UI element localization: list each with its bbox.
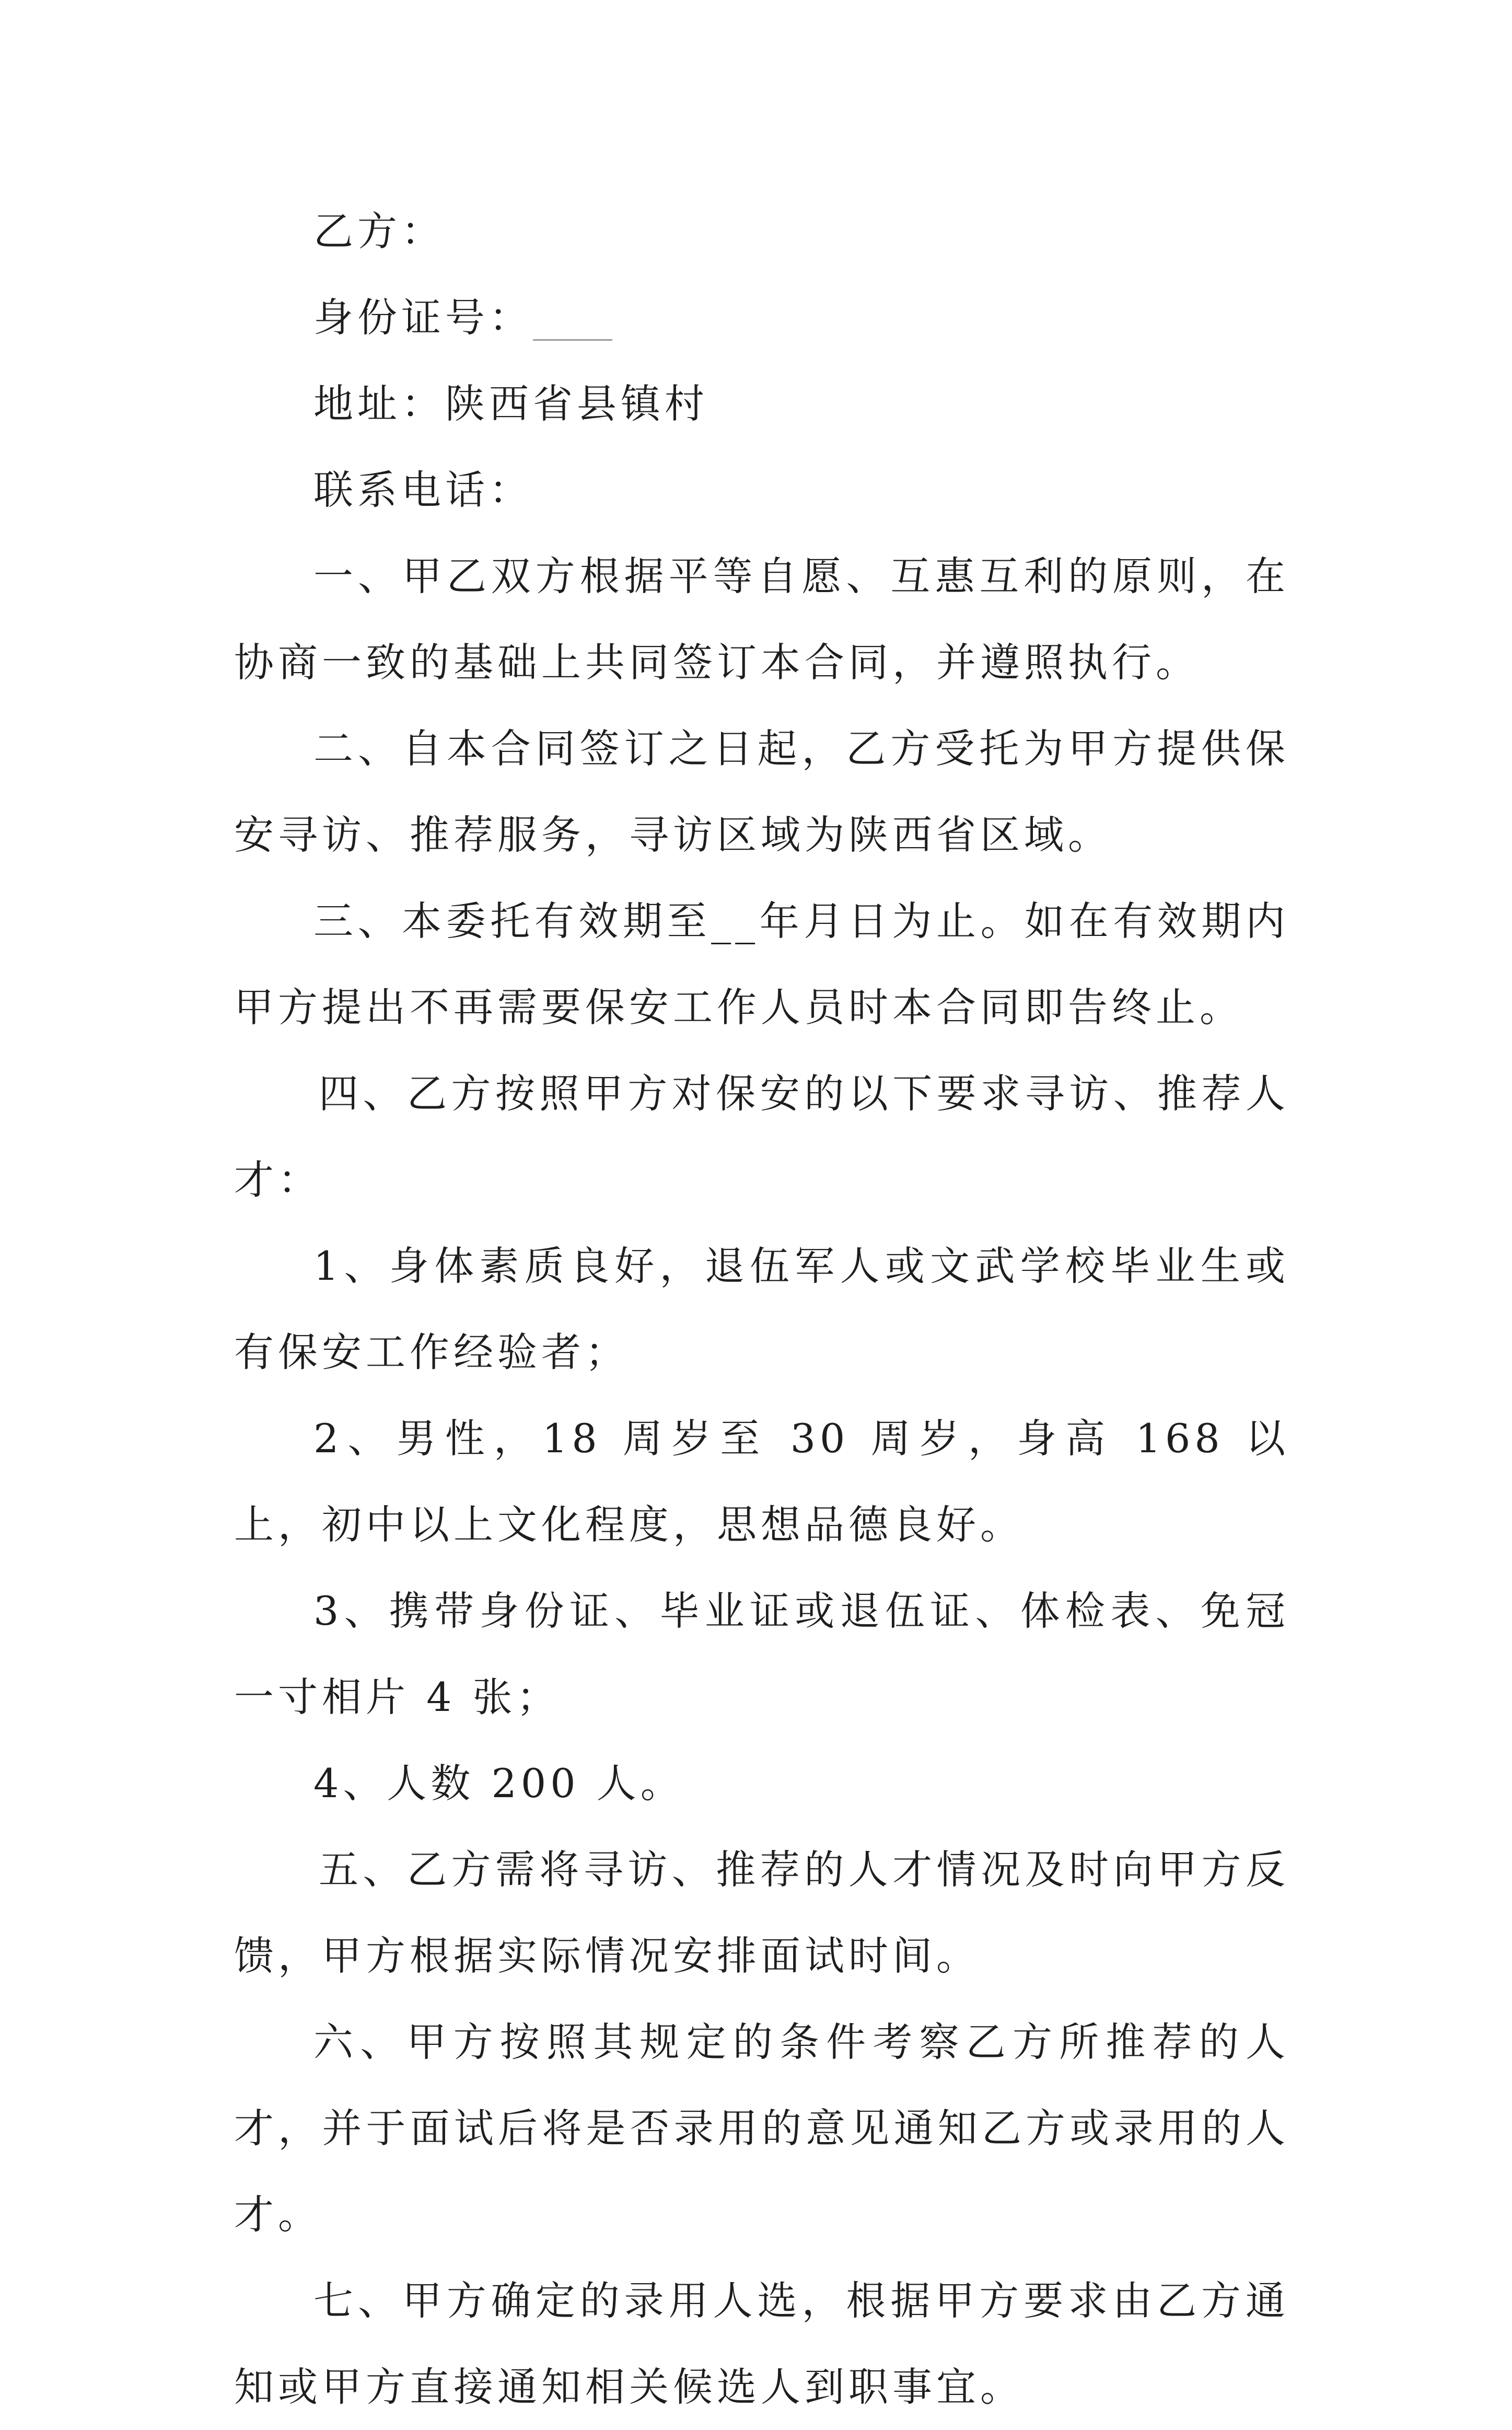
requirement-3: 3、携带身份证、毕业证或退伍证、体检表、免冠一寸相片 4 张； <box>234 1588 1289 1720</box>
requirement-2: 2、男性，18 周岁至 30 周岁，身高 168 以上，初中以上文化程度，思想品德良好。 <box>234 1415 1289 1548</box>
id-number-blank: ____ <box>533 294 612 341</box>
clause-7: 七、甲方确定的录用人选，根据甲方要求由乙方通知或甲方直接通知相关候选人到职事宜。 <box>234 2277 1289 2410</box>
clause-5: 五、乙方需将寻访、推荐的人才情况及时向甲方反馈，甲方根据实际情况安排面试时间。 <box>234 1846 1289 1979</box>
requirement-1: 1、身体素质良好，退伍军人或文武学校毕业生或有保安工作经验者； <box>234 1243 1289 1375</box>
party-b-line: 乙方： <box>313 208 445 254</box>
address-line: 地址：陕西省县镇村 <box>313 380 708 427</box>
clause-6: 六、甲方按照其规定的条件考察乙方所推荐的人才，并于面试后将是否录用的意见通知乙方或录用的人才。 <box>234 2019 1289 2238</box>
clause-4: 四、乙方按照甲方对保安的以下要求寻访、推荐人才： <box>234 1070 1289 1203</box>
id-number-label: 身份证号： <box>313 294 533 341</box>
clause-1: 一、甲乙双方根据平等自愿、互惠互利的原则，在协商一致的基础上共同签订本合同，并遵照执行。 <box>234 553 1289 686</box>
requirement-4: 4、人数 200 人。 <box>313 1760 684 1807</box>
id-number-line <box>234 274 1289 361</box>
clause-2: 二、自本合同签订之日起，乙方受托为甲方提供保安寻访、推荐服务，寻访区域为陕西省区域。 <box>234 725 1289 858</box>
phone-line: 联系电话： <box>313 467 533 513</box>
clause-3: 三、本委托有效期至__年月日为止。如在有效期内甲方提出不再需要保安工作人员时本合同即告终止。 <box>234 898 1289 1031</box>
contract-body <box>234 188 1289 2430</box>
